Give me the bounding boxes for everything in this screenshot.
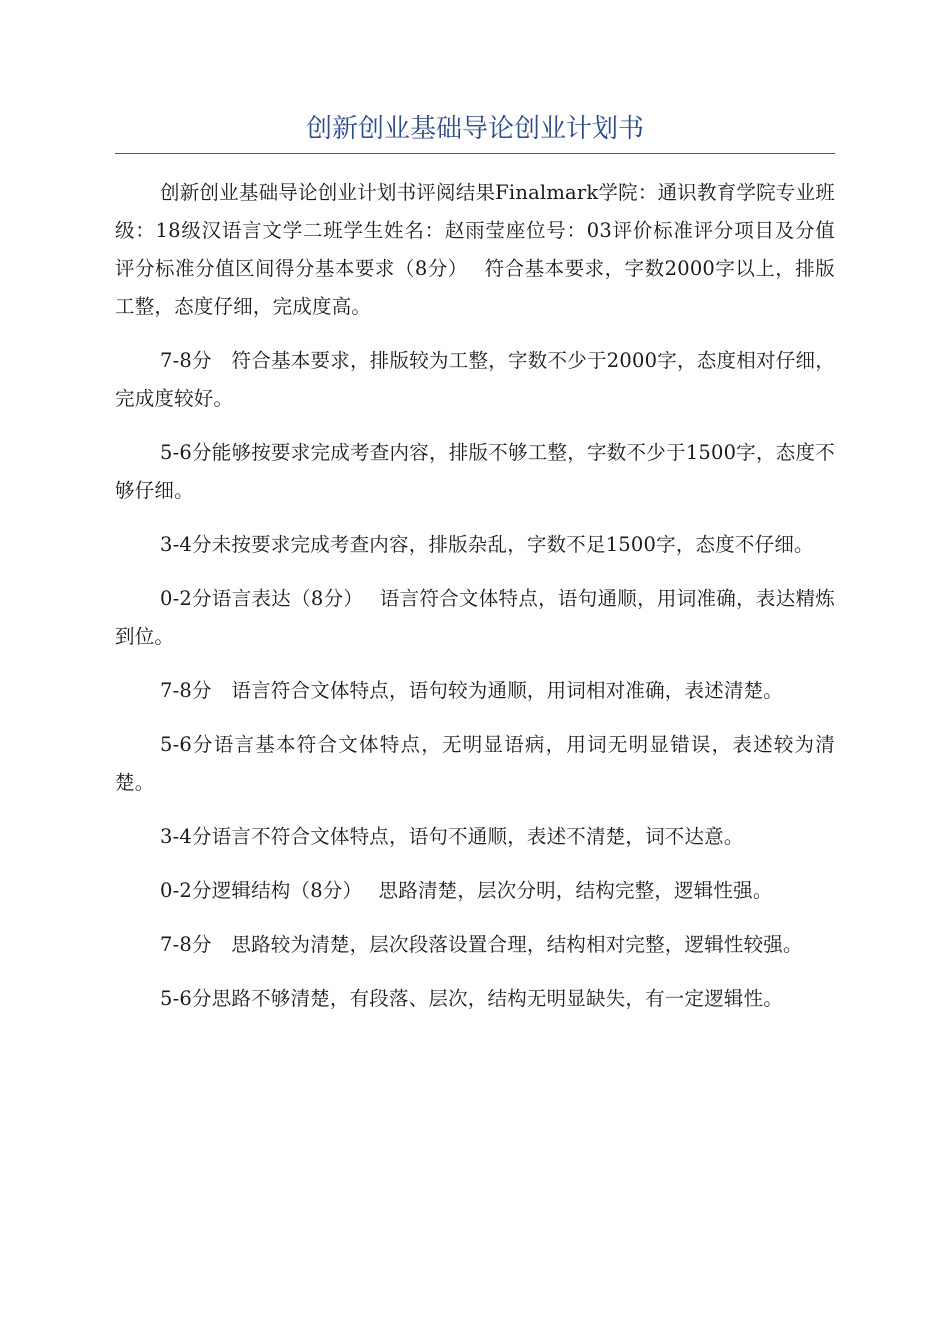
paragraph-9: 0-2分逻辑结构（8分） 思路清楚，层次分明，结构完整，逻辑性强。	[160, 879, 773, 902]
paragraph-1: 创新创业基础导论创业计划书评阅结果Finalmark学院：通识教育学院专业班级：18级汉语言文学二班学生姓名：赵雨莹座位号：03评价标准评分项目及分值评分标准分值区间得分基本要求（8分） 符合基本要求，字数2000字以上，排版工整，态度仔细，完成度高。	[115, 181, 835, 318]
title-underline	[115, 153, 835, 154]
paragraph-7: 5-6分语言基本符合文体特点，无明显语病，用词无明显错误，表述较为清楚。	[115, 733, 835, 794]
document-title: 创新创业基础导论创业计划书	[305, 114, 644, 144]
paragraph-2: 7-8分 符合基本要求，排版较为工整，字数不少于2000字，态度相对仔细，完成度较好。	[115, 349, 835, 410]
paragraph-6: 7-8分 语言符合文体特点，语句较为通顺，用词相对准确，表述清楚。	[160, 679, 784, 702]
paragraph-4: 3-4分未按要求完成考查内容，排版杂乱，字数不足1500字，态度不仔细。	[160, 533, 814, 556]
paragraph-8: 3-4分语言不符合文体特点，语句不通顺，表述不清楚，词不达意。	[160, 825, 744, 848]
paragraph-3: 5-6分能够按要求完成考查内容，排版不够工整，字数不少于1500字，态度不够仔细。	[115, 441, 835, 502]
paragraph-10: 7-8分 思路较为清楚，层次段落设置合理，结构相对完整，逻辑性较强。	[160, 933, 803, 956]
document-body	[115, 174, 835, 1034]
paragraph-11: 5-6分思路不够清楚，有段落、层次，结构无明显缺失，有一定逻辑性。	[160, 987, 784, 1010]
paragraph-5: 0-2分语言表达（8分） 语言符合文体特点，语句通顺，用词准确，表达精炼到位。	[115, 587, 835, 648]
